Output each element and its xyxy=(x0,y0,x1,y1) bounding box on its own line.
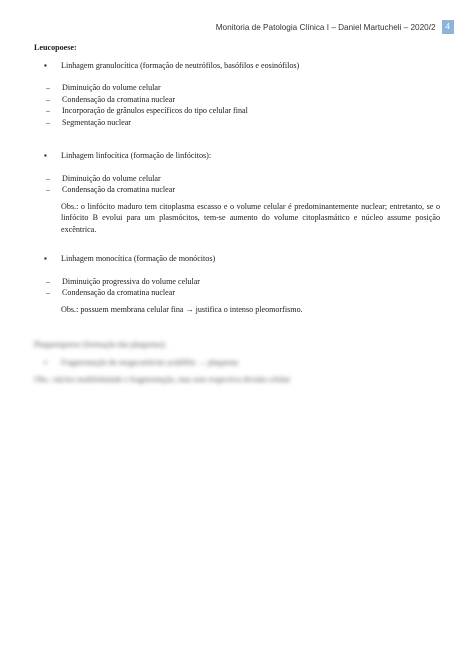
list-item-text: Segmentação nuclear xyxy=(62,117,131,127)
section-title: Leucopoese: xyxy=(34,43,77,52)
list-item-text: Diminuição progressiva do volume celular xyxy=(62,276,201,286)
header-title: Monitoria de Patologia Clínica I – Daniel Martucheli – 2020/2 xyxy=(215,22,436,32)
list-item-text: Diminuição do volume celular xyxy=(62,173,161,183)
list-item-text: Diminuição do volume celular xyxy=(62,83,161,92)
dash-marker: – xyxy=(46,276,51,286)
bullet-marker: ▪ xyxy=(44,254,47,263)
bullet-marker: ▪ xyxy=(44,151,47,160)
list-item-text: Condensação da cromatina nuclear xyxy=(62,288,176,297)
list-item-text: Incorporação de grânulos específicos do tipo celular final xyxy=(62,106,248,115)
dash-list-linfocitica xyxy=(34,173,440,196)
list-item xyxy=(34,184,440,196)
dash-marker: – xyxy=(46,185,51,194)
dash-marker: – xyxy=(46,173,51,183)
list-item xyxy=(34,287,440,299)
bullet-text: Linhagem monocítica (formação de monócitos) xyxy=(61,254,216,263)
bullet-text: Linhagem linfocítica (formação de linfócitos): xyxy=(61,151,212,160)
dash-marker: – xyxy=(46,83,51,92)
list-item xyxy=(34,94,440,106)
dash-marker: – xyxy=(46,117,51,127)
dash-list-granulocitica xyxy=(34,82,440,128)
list-item-text: Condensação da cromatina nuclear xyxy=(62,94,176,104)
bullet-linfocitica xyxy=(34,150,440,162)
page-number: 4 xyxy=(442,20,454,34)
blurred-obs: Obs.: núcleo multilobulado e fragmentação, mas sem respectiva divisão celular xyxy=(34,375,291,384)
bullet-text: Fragmentação do megacariócito acidófilo → plaquetas xyxy=(61,357,239,367)
blurred-bullet xyxy=(34,357,440,369)
bullet-granulocitica xyxy=(34,60,440,72)
page-header xyxy=(216,20,454,34)
blurred-title: Plaquetopoese (formação das plaquetas): xyxy=(34,340,167,349)
blurred-section xyxy=(34,339,440,386)
bullet-marker: ▪ xyxy=(44,60,47,70)
list-item xyxy=(34,82,440,94)
dash-marker: – xyxy=(46,94,51,104)
dash-list-monocitica xyxy=(34,276,440,299)
obs-linfocito: Obs.: o linfócito maduro tem citoplasma escasso e o volume celular é predominantemente nuclear; entretanto, se o linfócito B evolui para um plasmócitos, tem-se aumento do volume citoplasmático e núcleo assume posição excêntrica. xyxy=(61,201,440,234)
list-item xyxy=(34,276,440,288)
bullet-marker: ▪ xyxy=(44,357,47,367)
dash-marker: – xyxy=(46,288,51,297)
list-item-text: Condensação da cromatina nuclear xyxy=(62,185,176,194)
list-item xyxy=(34,173,440,185)
list-item xyxy=(34,117,440,129)
document-body xyxy=(34,42,440,386)
list-item xyxy=(34,105,440,117)
obs-monocito: Obs.: possuem membrana celular fina → justifica o intenso pleomorfismo. xyxy=(61,304,303,314)
bullet-monocitica xyxy=(34,253,440,265)
bullet-text: Linhagem granulocítica (formação de neutrófilos, basófilos e eosinófilos) xyxy=(61,60,300,70)
dash-marker: – xyxy=(46,106,51,115)
